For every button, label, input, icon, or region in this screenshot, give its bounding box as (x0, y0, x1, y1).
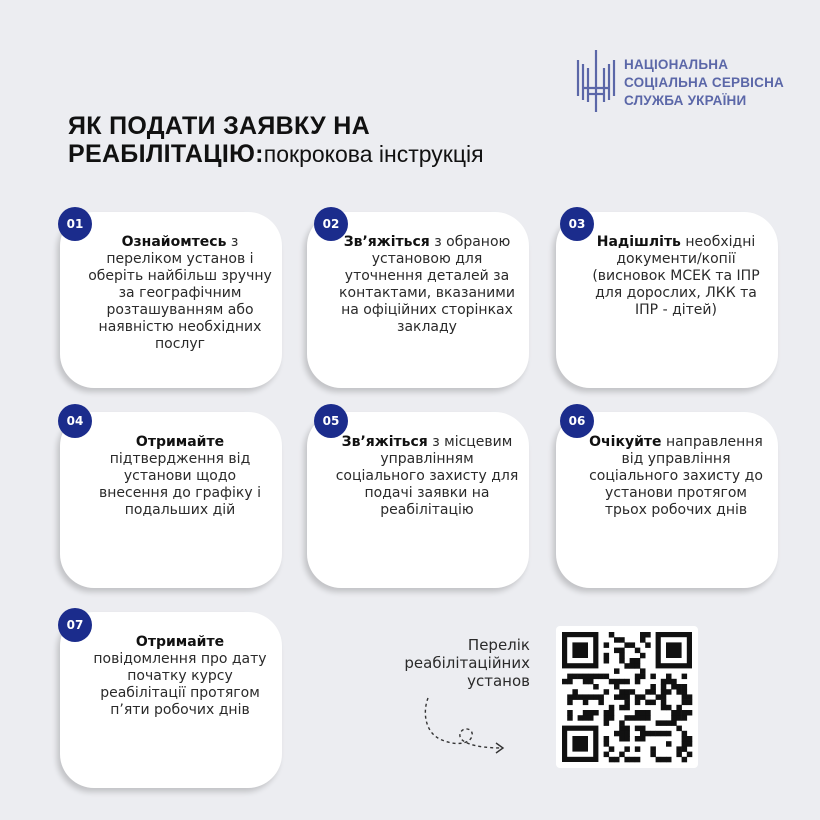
qr-module (682, 757, 688, 763)
qr-module (645, 715, 651, 721)
qr-module (614, 757, 620, 763)
qr-module (682, 689, 688, 695)
qr-module (676, 715, 682, 721)
qr-module (635, 726, 641, 732)
qr-module (614, 648, 620, 654)
qr-module (572, 642, 588, 658)
qr-module (609, 715, 615, 721)
qr-module (676, 705, 682, 711)
qr-module (604, 736, 610, 742)
qr-module (682, 736, 688, 742)
qr-module (619, 653, 625, 659)
qr-caption: Перелік реабілітаційних установ (404, 636, 530, 690)
qr-module (567, 674, 573, 680)
qr-module (635, 679, 641, 685)
step-card-02 (307, 212, 529, 388)
qr-module (604, 715, 610, 721)
qr-module (624, 700, 630, 706)
qr-module (640, 694, 646, 700)
qr-module (624, 746, 630, 752)
title-line-2-light: покрокова інструкція (263, 141, 484, 167)
qr-module (614, 731, 620, 737)
qr-module (635, 710, 641, 716)
page-title (68, 112, 484, 168)
qr-module (593, 684, 599, 690)
qr-module (578, 674, 584, 680)
qr-module (682, 741, 688, 747)
qr-module (604, 741, 610, 747)
qr-module (635, 715, 641, 721)
step-description-04: підтвердження від установи щодо внесення до графіку і подальших дій (99, 451, 261, 518)
step-text-04 (88, 434, 272, 519)
qr-module (567, 715, 573, 721)
qr-module (624, 679, 630, 685)
qr-module (676, 726, 682, 732)
qr-module (661, 720, 667, 726)
qr-module (676, 710, 682, 716)
title-line-1: ЯК ПОДАТИ ЗАЯВКУ НА (68, 112, 370, 140)
qr-module (682, 710, 688, 716)
qr-module (619, 752, 625, 758)
qr-module (567, 679, 573, 685)
qr-module (583, 715, 589, 721)
step-text-03 (584, 234, 768, 319)
qr-module (630, 642, 636, 648)
org-name-line-2: СОЦІАЛЬНА СЕРВІСНА (624, 75, 784, 90)
step-action-04: Отримайте (135, 434, 225, 450)
qr-module (624, 705, 630, 711)
step-text-06 (584, 434, 768, 519)
qr-module (650, 731, 656, 737)
qr-module (609, 632, 615, 638)
qr-module (614, 684, 620, 690)
step-number-badge-07: 07 (58, 608, 92, 642)
qr-module (645, 689, 651, 695)
qr-module (619, 726, 625, 732)
dashed-loop-arrow-icon (418, 694, 518, 756)
qr-module (635, 648, 641, 654)
org-logo (574, 44, 794, 116)
qr-module (572, 689, 578, 695)
step-number-badge-02: 02 (314, 207, 348, 241)
qr-module (624, 736, 630, 742)
qr-module (687, 736, 693, 742)
qr-module (635, 757, 641, 763)
qr-module (614, 668, 620, 674)
qr-module (604, 689, 610, 695)
qr-module (624, 642, 630, 648)
qr-module (578, 694, 584, 700)
qr-module (619, 679, 625, 685)
qr-module (572, 736, 588, 752)
qr-module (682, 694, 688, 700)
qr-module (619, 689, 625, 695)
step-action-06: Очікуйте (589, 434, 662, 450)
qr-module (666, 642, 682, 658)
qr-module (682, 700, 688, 706)
qr-module (671, 715, 677, 721)
qr-module (619, 705, 625, 711)
qr-module (645, 642, 651, 648)
qr-module (656, 731, 662, 737)
qr-module (671, 710, 677, 716)
qr-module (650, 700, 656, 706)
org-name (624, 56, 784, 110)
qr-module (682, 674, 688, 680)
qr-module (624, 689, 630, 695)
qr-module (650, 689, 656, 695)
qr-module (609, 710, 615, 716)
qr-module (588, 715, 594, 721)
qr-module (562, 679, 568, 685)
qr-module (572, 674, 578, 680)
qr-module (619, 648, 625, 654)
qr-module (687, 710, 693, 716)
qr-module (640, 715, 646, 721)
qr-module (578, 715, 584, 721)
qr-module (567, 710, 573, 716)
qr-module (666, 674, 672, 680)
qr-module (650, 752, 656, 758)
qr-module (567, 700, 573, 706)
qr-module (661, 684, 667, 690)
qr-module (671, 684, 677, 690)
qr-module (588, 679, 594, 685)
qr-module (630, 715, 636, 721)
qr-module (635, 663, 641, 669)
qr-module (666, 689, 672, 695)
qr-module (645, 632, 651, 638)
qr-module (682, 731, 688, 737)
org-name-line-1: НАЦІОНАЛЬНА (624, 57, 729, 72)
qr-module (650, 746, 656, 752)
qr-module (661, 679, 667, 685)
qr-module (630, 658, 636, 664)
qr-module (635, 674, 641, 680)
qr-module (661, 689, 667, 695)
step-text-02 (335, 234, 519, 336)
step-number-badge-05: 05 (314, 404, 348, 438)
qr-module (624, 726, 630, 732)
qr-module (687, 700, 693, 706)
qr-module (635, 736, 641, 742)
qr-module (619, 720, 625, 726)
qr-module (640, 637, 646, 643)
qr-module (687, 752, 693, 758)
qr-module (619, 658, 625, 664)
qr-module (609, 757, 615, 763)
qr-module (682, 715, 688, 721)
qr-module (624, 694, 630, 700)
qr-module (604, 658, 610, 664)
step-action-01: Ознайомтесь (121, 234, 227, 250)
qr-module (656, 720, 662, 726)
qr-module (604, 720, 610, 726)
qr-module (583, 700, 589, 706)
step-number-badge-01: 01 (58, 207, 92, 241)
step-action-05: Зв’яжіться (341, 434, 428, 450)
qr-module (650, 684, 656, 690)
qr-module (619, 694, 625, 700)
qr-module (609, 746, 615, 752)
qr-module (656, 757, 662, 763)
qr-module (640, 731, 646, 737)
qr-module (640, 710, 646, 716)
qr-module (609, 679, 615, 685)
qr-module (624, 663, 630, 669)
step-card-04 (60, 412, 282, 588)
step-description-06: направлення від управління соціального захисту до установи протягом трьох робочих днів (589, 434, 763, 518)
qr-module (598, 700, 604, 706)
step-description-07: повідомлення про дату початку курсу реабілітації протягом п’яти робочих днів (93, 651, 267, 718)
qr-module (598, 674, 604, 680)
qr-module (583, 694, 589, 700)
qr-module (661, 731, 667, 737)
qr-module (666, 731, 672, 737)
step-number-badge-04: 04 (58, 404, 92, 438)
qr-module (687, 741, 693, 747)
step-card-06 (556, 412, 778, 588)
qr-module (598, 694, 604, 700)
qr-module (619, 736, 625, 742)
qr-module (624, 715, 630, 721)
step-action-02: Зв’яжіться (343, 234, 430, 250)
qr-module (645, 731, 651, 737)
qr-module (635, 746, 641, 752)
qr-module (588, 694, 594, 700)
step-action-07: Отримайте (135, 634, 225, 650)
qr-code-icon (556, 626, 698, 768)
step-text-05 (335, 434, 519, 519)
qr-module (671, 720, 677, 726)
qr-module (661, 700, 667, 706)
qr-module (640, 668, 646, 674)
qr-module (604, 674, 610, 680)
qr-module (635, 694, 641, 700)
qr-module (619, 731, 625, 737)
trident-emblem-icon (574, 48, 618, 114)
step-card-01 (60, 212, 282, 388)
qr-module (676, 752, 682, 758)
qr-module (676, 746, 682, 752)
qr-module (604, 653, 610, 659)
qr-module (567, 694, 573, 700)
qr-module (687, 694, 693, 700)
qr-module (630, 663, 636, 669)
qr-module (650, 674, 656, 680)
qr-module (676, 684, 682, 690)
qr-module (635, 700, 641, 706)
step-description-05: з місцевим управлінням соціального захисту для подачі заявки на реабілітацію (335, 434, 519, 518)
qr-module (640, 674, 646, 680)
qr-module (583, 679, 589, 685)
qr-module (604, 642, 610, 648)
qr-module (630, 689, 636, 695)
qr-module (624, 731, 630, 737)
qr-module (682, 684, 688, 690)
qr-module (604, 710, 610, 716)
qr-module (624, 757, 630, 763)
title-line-2-bold: РЕАБІЛІТАЦІЮ: (68, 140, 264, 168)
qr-module (583, 674, 589, 680)
qr-module (593, 694, 599, 700)
qr-module (609, 705, 615, 711)
qr-module (645, 710, 651, 716)
qr-module (661, 757, 667, 763)
qr-module (588, 674, 594, 680)
qr-module (640, 736, 646, 742)
step-text-01 (88, 234, 272, 353)
step-card-05 (307, 412, 529, 588)
qr-module (614, 679, 620, 685)
qr-module (682, 746, 688, 752)
qr-module (671, 679, 677, 685)
qr-module (619, 637, 625, 643)
qr-module (640, 653, 646, 659)
qr-module (640, 726, 646, 732)
step-description-03: необхідні документи/копії (висновок МСЕК та ІПР для дорослих, ЛКК та ІПР - дітей) (592, 234, 760, 318)
step-card-03 (556, 212, 778, 388)
qr-module (666, 679, 672, 685)
qr-module (614, 637, 620, 643)
step-number-badge-03: 03 (560, 207, 594, 241)
qr-module (583, 710, 589, 716)
qr-module (593, 710, 599, 716)
qr-module (593, 674, 599, 680)
qr-module (588, 710, 594, 716)
qr-module (630, 757, 636, 763)
qr-code[interactable] (556, 626, 698, 768)
qr-module (666, 757, 672, 763)
qr-module (604, 752, 610, 758)
step-card-07 (60, 612, 282, 788)
qr-module (635, 658, 641, 664)
qr-module (666, 720, 672, 726)
qr-module (614, 694, 620, 700)
step-description-02: з обраною установою для уточнення деталей за контактами, вказаними на офіційних сторінках закладу (339, 234, 515, 335)
qr-module (572, 694, 578, 700)
qr-module (666, 705, 672, 711)
step-number-badge-06: 06 (560, 404, 594, 438)
qr-module (640, 632, 646, 638)
org-name-line-3: СЛУЖБА УКРАЇНИ (624, 93, 747, 108)
qr-module (661, 705, 667, 711)
qr-module (666, 741, 672, 747)
qr-module (656, 694, 662, 700)
step-text-07 (88, 634, 272, 719)
qr-module (676, 689, 682, 695)
qr-module (661, 694, 667, 700)
step-description-01: з переліком установ і оберіть найбільш зручну за географічним розташуванням або наявністю необхідних послуг (88, 234, 272, 352)
step-action-03: Надішліть (596, 234, 681, 250)
qr-module (645, 700, 651, 706)
